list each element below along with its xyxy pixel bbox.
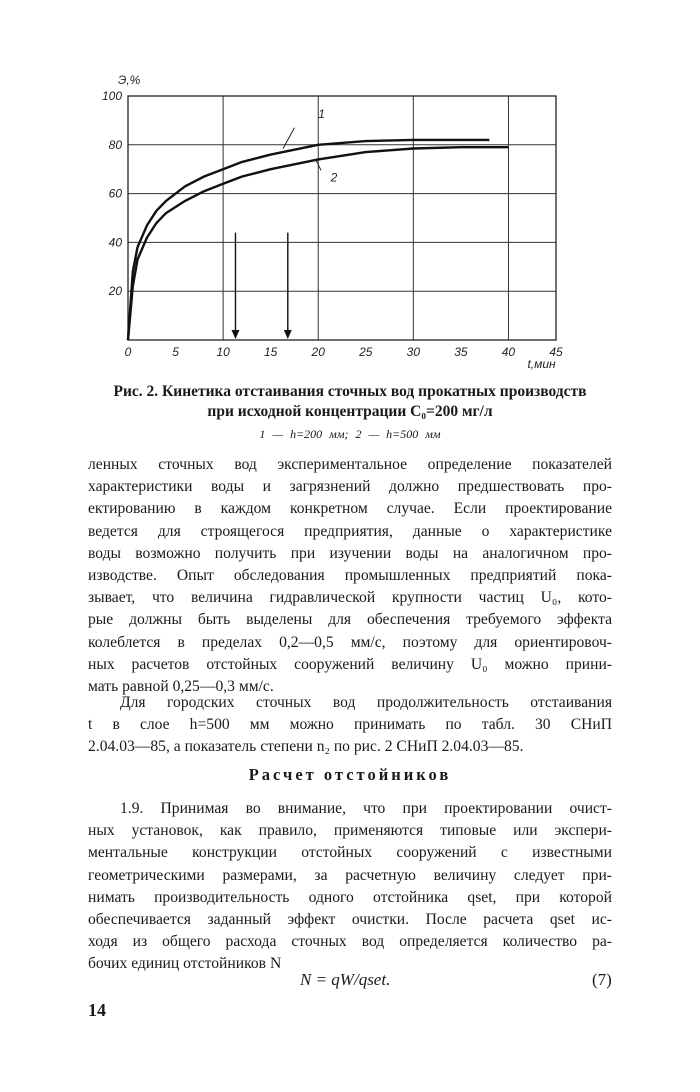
y-tick-label: 60: [108, 186, 122, 201]
x-tick-label: 10: [216, 345, 230, 359]
x-tick-label: 20: [311, 345, 325, 359]
paragraph-3: [88, 798, 612, 976]
kinetics-chart: [0, 0, 700, 380]
x-tick-label: 30: [406, 345, 421, 359]
para3-line: ментальные конструкции отстойных сооружений с известными: [88, 844, 612, 862]
y-tick-label: 100: [101, 89, 122, 103]
para3-line: обеспечивается заданный эффект очистки. После расчета qset ис-: [88, 910, 612, 928]
paragraph-1: [88, 454, 612, 698]
para1-line: зывает, что величина гидравлической крупности частиц U₀, кото-: [88, 589, 612, 607]
time-marker-arrow-head: [284, 330, 292, 339]
para1-line: мать равной 0,25—0,3 мм/с.: [88, 677, 274, 695]
para3-line: ных установок, как правило, применяются типовые или экспери-: [88, 822, 612, 840]
series-label: 2: [330, 170, 338, 185]
para2-line: Для городских сточных вод продолжительность отстаивания: [120, 694, 612, 711]
para1-line: изводстве. Опыт обследования промышленных предприятий пока-: [88, 566, 612, 584]
para2-line: t в слое h=500 мм можно принимать по табл. 30 СНиП: [88, 716, 612, 734]
page-number: 14: [88, 1000, 106, 1020]
time-marker-arrow-head: [231, 330, 239, 339]
series-label: 1: [318, 106, 325, 121]
x-tick-label: 25: [359, 345, 373, 359]
formula: N = qW/qset.: [300, 970, 391, 989]
y-tick-label: 20: [108, 284, 122, 299]
para1-line: ектированию в каждом конкретном случае. Если проектирование: [88, 500, 612, 518]
formula-number: (7): [592, 970, 612, 989]
section-heading: Расчет отстойников: [248, 765, 452, 784]
para3-line: ходя из общего расхода сточных вод определяется количество ра-: [88, 933, 612, 951]
para1-line: ленных сточных вод экспериментальное определение показателей: [88, 456, 612, 473]
x-tick-label: 45: [549, 345, 563, 359]
figure-caption-line-1: Рис. 2. Кинетика отстаивания сточных вод прокатных производств: [113, 383, 587, 400]
series-1-curve: [128, 140, 489, 340]
para3-line: бочих единиц отстойников N: [88, 955, 282, 973]
para1-line: колеблется в пределах 0,2—0,5 мм/с, поэтому для ориентировоч-: [88, 633, 612, 651]
para3-line: геометрическими размерами, за расчетную величину следует при-: [88, 866, 612, 884]
para1-line: ведется для строящегося предприятия, данные о характеристике: [88, 522, 612, 540]
para3-line: 1.9. Принимая во внимание, что при проектировании очист-: [120, 800, 612, 817]
para2-line: 2.04.03—85, а показатель степени n₂ по рис. 2 СНиП 2.04.03—85.: [88, 738, 524, 756]
curve-label-leader: [283, 128, 294, 149]
para1-line: характеристики воды и загрязнений должно предшествовать про-: [88, 478, 612, 496]
x-axis-label: t,мин: [527, 357, 556, 371]
para1-line: ных расчетов отстойных сооружений величину U₀ можно прини-: [88, 655, 612, 673]
x-tick-label: 35: [454, 345, 468, 359]
para1-line: воды возможно получить при изучении воды на аналогичном про-: [88, 544, 612, 562]
x-tick-label: 15: [263, 345, 278, 359]
y-tick-label: 40: [108, 235, 122, 250]
paragraph-2: [88, 692, 612, 759]
x-tick-label: 0: [124, 345, 132, 359]
plot-frame: [128, 96, 556, 340]
x-tick-label: 5: [172, 345, 179, 359]
figure-caption-line-2: при исходной концентрации C₀=200 мг/л: [207, 403, 493, 420]
para3-line: нимать производительность одного отстойника qset, при которой: [88, 888, 612, 906]
y-tick-label: 80: [108, 137, 122, 152]
y-axis-label: Э,%: [118, 73, 141, 87]
para1-line: рые должны быть выделены для обеспечения требуемого эффекта: [88, 611, 612, 629]
figure-caption-legend: 1 — h=200 мм; 2 — h=500 мм: [259, 427, 441, 441]
x-tick-label: 40: [501, 345, 516, 359]
